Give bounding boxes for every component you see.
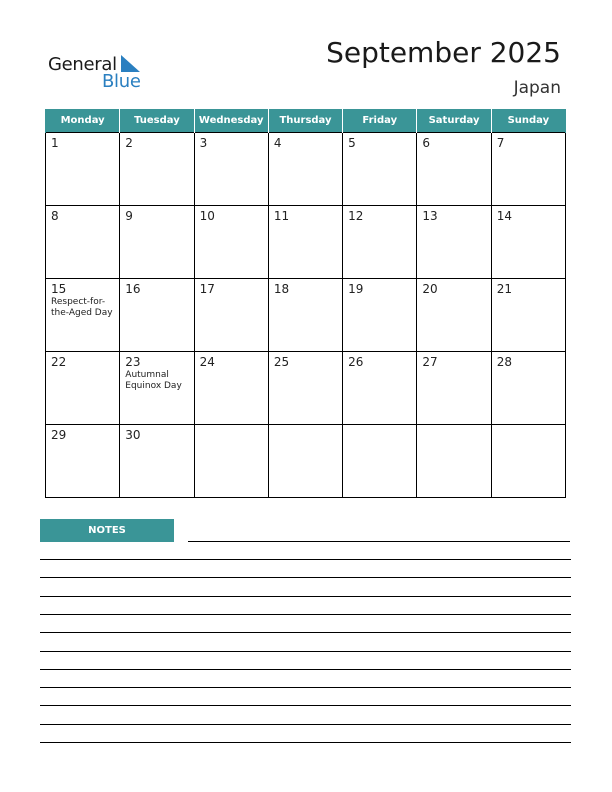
notes-line (40, 651, 571, 652)
day-cell (120, 279, 194, 352)
notes-line (40, 669, 571, 670)
day-number: 6 (422, 136, 431, 150)
weekday-header: Wednesday (194, 109, 268, 133)
day-cell (46, 206, 120, 279)
week-row (46, 279, 566, 352)
notes-line (40, 724, 571, 725)
weekday-header-row (46, 109, 566, 133)
day-number: 23 (125, 355, 141, 369)
weekday-header: Saturday (417, 109, 491, 133)
day-number: 10 (199, 209, 215, 223)
logo-text-general: General (48, 54, 117, 75)
day-number: 3 (199, 136, 208, 150)
notes-line (40, 596, 571, 597)
day-cell (46, 425, 120, 498)
week-row (46, 206, 566, 279)
weekday-header: Tuesday (120, 109, 194, 133)
logo-text-blue: Blue (102, 71, 141, 92)
day-cell (343, 425, 417, 498)
day-number: 26 (348, 355, 364, 369)
day-number: 1 (51, 136, 59, 150)
day-cell (417, 279, 491, 352)
day-cell (194, 352, 268, 425)
day-cell (46, 279, 120, 352)
day-cell (194, 206, 268, 279)
notes-header: NOTES (40, 519, 174, 542)
day-cell (194, 133, 268, 206)
logo (48, 52, 148, 92)
notes-line (40, 742, 571, 743)
day-cell (120, 425, 194, 498)
weekday-header: Friday (343, 109, 417, 133)
day-number: 28 (496, 355, 512, 369)
weekday-header: Monday (46, 109, 120, 133)
week-row (46, 425, 566, 498)
calendar-country: Japan (513, 78, 561, 98)
day-cell (417, 425, 491, 498)
notes-line (40, 614, 571, 615)
notes-line (40, 687, 571, 688)
day-number: 13 (422, 209, 438, 223)
day-number: 12 (348, 209, 364, 223)
day-number: 21 (496, 282, 512, 296)
day-cell (268, 352, 342, 425)
day-number (417, 425, 490, 428)
day-number: 16 (125, 282, 141, 296)
day-number (269, 425, 342, 428)
day-number (343, 425, 416, 428)
day-number: 22 (51, 355, 67, 369)
day-number: 25 (273, 355, 290, 369)
notes-line (188, 541, 570, 542)
day-cell (343, 279, 417, 352)
holiday-label: Respect-for-the-Aged Day (51, 297, 113, 318)
day-number: 19 (348, 282, 364, 296)
day-number: 18 (273, 282, 290, 296)
calendar-grid (45, 109, 566, 498)
day-cell (491, 279, 565, 352)
day-cell (417, 352, 491, 425)
weekday-header: Thursday (268, 109, 342, 133)
day-cell (268, 425, 342, 498)
calendar-title: September 2025 (326, 36, 561, 69)
day-number (195, 425, 268, 428)
week-row (46, 352, 566, 425)
notes-line (40, 577, 571, 578)
day-cell (268, 133, 342, 206)
day-cell (491, 352, 565, 425)
day-cell (194, 279, 268, 352)
day-cell (46, 352, 120, 425)
day-number: 29 (51, 428, 67, 442)
weekday-header: Sunday (491, 109, 565, 133)
day-number: 30 (125, 428, 141, 442)
day-number: 20 (422, 282, 438, 296)
week-row (46, 133, 566, 206)
day-number: 7 (496, 136, 505, 150)
day-cell (120, 133, 194, 206)
day-cell (417, 206, 491, 279)
day-cell (194, 425, 268, 498)
day-cell (491, 206, 565, 279)
day-cell (268, 279, 342, 352)
notes-line (40, 705, 571, 706)
day-number (492, 425, 565, 428)
day-cell (343, 352, 417, 425)
day-cell (343, 133, 417, 206)
holiday-label: Autumnal Equinox Day (125, 370, 182, 391)
day-cell (268, 206, 342, 279)
day-number: 9 (125, 209, 133, 223)
notes-line (40, 632, 571, 633)
day-number: 17 (199, 282, 215, 296)
day-cell (417, 133, 491, 206)
day-number: 27 (422, 355, 438, 369)
day-cell (343, 206, 417, 279)
day-number: 14 (496, 209, 512, 223)
day-number: 8 (51, 209, 59, 223)
day-number: 5 (348, 136, 356, 150)
day-cell (46, 133, 120, 206)
day-number: 4 (273, 136, 282, 150)
day-number: 11 (273, 209, 290, 223)
logo-triangle-icon (121, 55, 140, 72)
day-number: 24 (199, 355, 215, 369)
day-number: 2 (125, 136, 133, 150)
day-cell (120, 206, 194, 279)
day-number: 15 (51, 282, 67, 296)
day-cell (120, 352, 194, 425)
day-cell (491, 425, 565, 498)
day-cell (491, 133, 565, 206)
notes-line (40, 559, 571, 560)
